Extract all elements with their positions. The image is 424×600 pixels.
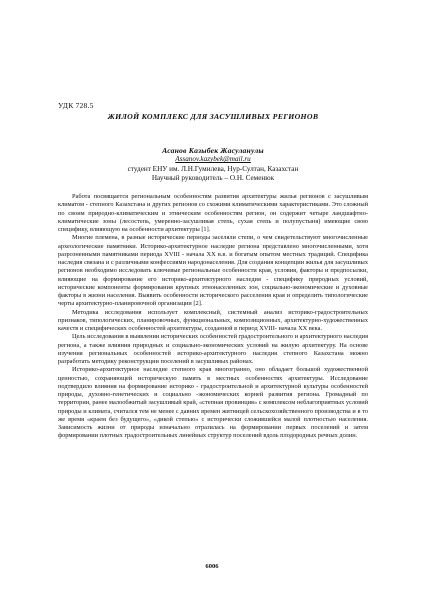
author-block <box>58 146 368 184</box>
body-text <box>58 193 368 441</box>
paragraph: Цель исследования в выявлении исторических особенностей градостроительного и архитектурного наследия региона, а также влияния природных и социально-экономических условий на жилую архитектуру. На основе изучения региональных особенностей историко-архитектурного наследия степного Казахстана можно разработать методику реконструкции поселений в засушливых районах. <box>58 333 368 365</box>
author-name: Асанов Казыбек Жасуланулы <box>162 146 264 155</box>
paper-title: ЖИЛОЙ КОМПЛЕКС ДЛЯ ЗАСУШЛИВЫХ РЕГИОНОВ <box>107 112 319 121</box>
page-number: 6006 <box>205 563 219 570</box>
supervisor: Научный руководитель – О.Н. Семенюк <box>151 174 275 183</box>
paragraph: Методика исследования использует комплексный, системный анализ историко-градостроительных признаков, типологических, планировочных, функциональных, композиционных, архитектурно-художественных качеств и специфических особенностей архитектуры, созданной в период XVIII- начала XX века. <box>58 308 368 332</box>
paragraph: Историко-архитектурное наследие степного края многогранно, оно обладает большой художественной ценностью, сохраняющей историческую память в местных особенностях архитектуры. Исследование подтвердило влияния на формирование историко - градостроительной и архитектурной культуры особенностей природы, духовно-генетических и социально -экономических корней развития региона. Громадный по территории, ранее малообжитый засушливый край, «степная провинция» с комплексом неблагоприятных условий природы и климата, считался тем не менее с давних времен житницей сельскохозяйственного производства и в то же время «краем без будущего», «дикой степью» с исторически сложившейся малой плотностью населения. Зависимость жизни от природы изначально отразилась на формировании первых поселений и затем формировании плотных градостроительных линейных структур поселений вдоль плодородных речных долин. <box>58 366 368 440</box>
author-email-link[interactable]: Assanov.kazybek@mail.ru <box>175 155 251 164</box>
paragraph: Многие племена, в разные исторические периоды заселяли степи, о чем свидетельствуют многочисленные археологические памятники. Историко-архитектурное наследие региона представлено многочисленными, хотя разрозненными памятниками периода XVIII - начала XX в.в. и богатым опытом местных традиций. Специфика наследия связана и с различными конфессиями народонаселения. Для создания концепции жилья для засушливых регионов необходимо исследовать ключевые региональные особенности края, условия, факторы и предпосылки, влияющие на формирование его историко-архитектурного наследия - специфику природных условий, исторические компоненты формирования крупных этнонаселенных зон, социально-экономические и духовные факторы в жизни населения. Выявить особенности исторического расселения края и определить типологические черты архитектурно-планировочной организации [2]. <box>58 234 368 308</box>
paragraph: Работа посвящается региональным особенностям развития архитектуры жилья регионов с засушливым климатом - степного Казахстана и других регионов со схожими климатическими характеристиками. Это сложный по своим природно-климатическим и этническим особенностям регион, он содержит четыре ландшафтно-климатические зоны (лесостепь, умеренно-засушливая степь, сухая степь и полупустыня) имеющие свою специфику, влияющую на особенности архитектуры [1]. <box>58 193 368 233</box>
author-affiliation: студент ЕНУ им. Л.Н.Гумилева, Нур-Султан, Казахстан <box>127 164 299 173</box>
udc-code: УДК 728.5 <box>58 101 94 110</box>
